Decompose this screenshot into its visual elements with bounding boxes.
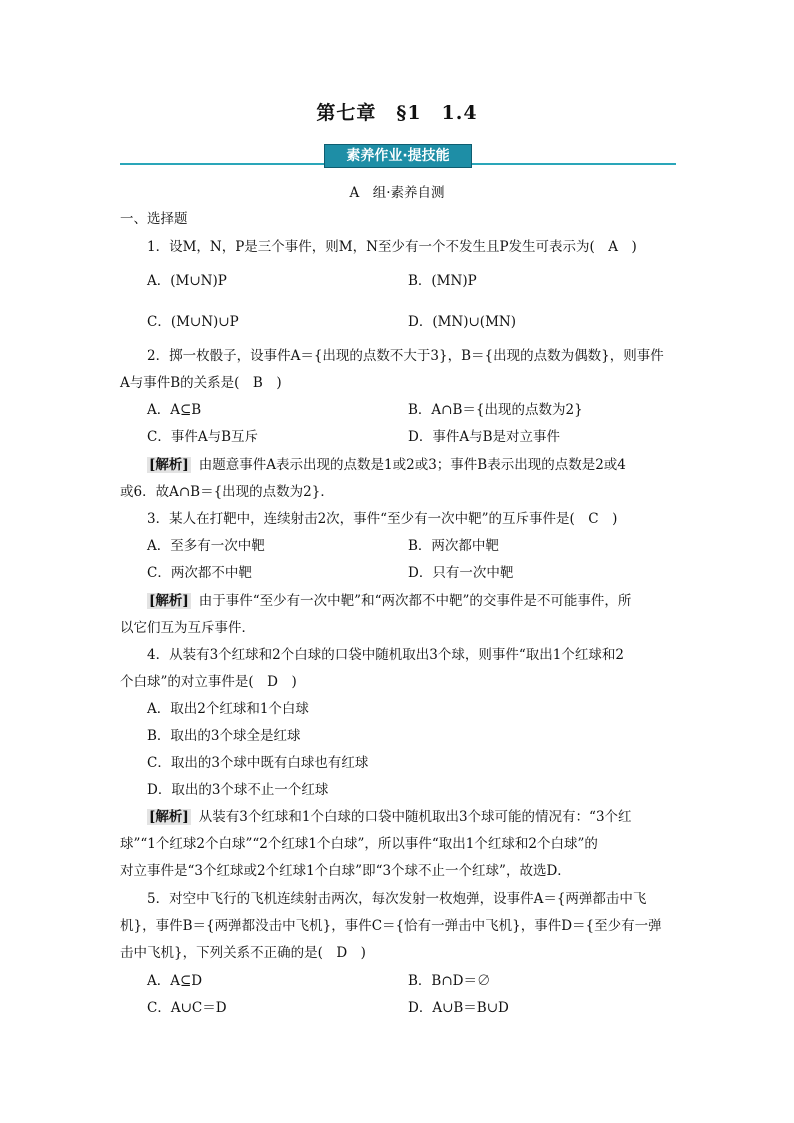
question-2-explanation [147,456,626,474]
question-2-option-a: A．A⊆B [147,402,202,418]
question-4-explanation-cont2: 对立事件是“3个红球或2个红球1个白球”即“3个球不止一个红球”，故选D． [120,863,571,879]
explanation-text: 从装有3个红球和1个白球的口袋中随机取出3个球可能的情况有：“3个红 [198,809,632,825]
explanation-label: [解析] [149,457,189,473]
question-4-option-c: C．取出的3个球中既有白球也有红球 [147,755,369,771]
question-1-option-a: A．(M∪N)P [147,273,227,289]
question-5-option-b: B．B∩D＝∅ [408,973,491,989]
question-1-stem: 1．设M，N，P是三个事件，则M，N至少有一个不发生且P发生可表示为( A ) [147,239,637,255]
question-5-option-d: D．A∪B＝B∪D [408,1000,509,1016]
question-5-option-a: A．A⊆D [147,973,203,989]
question-2-option-b: B．A∩B＝{出现的点数为2} [408,402,583,418]
question-4-explanation-cont: 球”“1个红球2个白球”“2个红球1个白球”，所以事件“取出1个红球和2个白球”的 [120,836,598,852]
question-4-option-a: A．取出2个红球和1个白球 [147,701,309,717]
question-3-stem: 3．某人在打靶中，连续射击2次，事件“至少有一次中靶”的互斥事件是( C ) [147,511,618,527]
explanation-text: 由题意事件A表示出现的点数是1或2或3；事件B表示出现的点数是2或4 [198,457,626,473]
question-5-stem-cont: 机}，事件B＝{两弹都没击中飞机}，事件C＝{恰有一弹击中飞机}，事件D＝{至少有一弹 [120,918,662,934]
section-heading: 一、选择题 [120,211,188,227]
question-2-stem-cont: A与事件B的关系是( B ) [120,375,282,391]
question-2-explanation-cont: 或6．故A∩B＝{出现的点数为2}． [120,484,334,500]
question-3-option-c: C．两次都不中靶 [147,565,252,581]
question-3-option-b: B．两次都中靶 [408,538,499,554]
question-5-option-c: C．A∪C＝D [147,1000,227,1016]
explanation-text: 由于事件“至少有一次中靶”和“两次都不中靶”的交事件是不可能事件，所 [198,593,632,609]
question-2-option-c: C．事件A与B互斥 [147,429,258,445]
group-heading: A 组·素养自测 [349,185,445,201]
question-4-option-b: B．取出的3个球全是红球 [147,728,301,744]
explanation-label: [解析] [149,809,189,825]
section-banner: 素养作业·提技能 [324,144,472,168]
page-title: 第七章 §1 1.4 [316,102,478,124]
question-2-stem: 2．掷一枚骰子，设事件A＝{出现的点数不大于3}，B＝{出现的点数为偶数}，则事件 [147,348,664,364]
question-3-explanation-cont: 以它们互为互斥事件． [120,620,255,636]
question-5-stem: 5．对空中飞行的飞机连续射击两次，每次发射一枚炮弹，设事件A＝{两弹都击中飞 [147,891,647,907]
question-3-option-d: D．只有一次中靶 [408,565,514,581]
question-4-explanation [147,808,632,826]
question-4-option-d: D．取出的3个球不止一个红球 [147,782,329,798]
question-5-stem-cont2: 击中飞机}，下列关系不正确的是( D ) [120,945,366,961]
question-1-option-c: C．(M∪N)∪P [147,314,239,330]
question-3-explanation [147,592,631,610]
explanation-label: [解析] [149,593,189,609]
question-2-option-d: D．事件A与B是对立事件 [408,429,560,445]
question-1-option-b: B．(MN)P [408,273,477,289]
question-1-option-d: D．(MN)∪(MN) [408,314,516,330]
question-4-stem-cont: 个白球”的对立事件是( D ) [120,674,297,690]
question-4-stem: 4．从装有3个红球和2个白球的口袋中随机取出3个球，则事件“取出1个红球和2 [147,647,624,663]
question-3-option-a: A．至多有一次中靶 [147,538,265,554]
